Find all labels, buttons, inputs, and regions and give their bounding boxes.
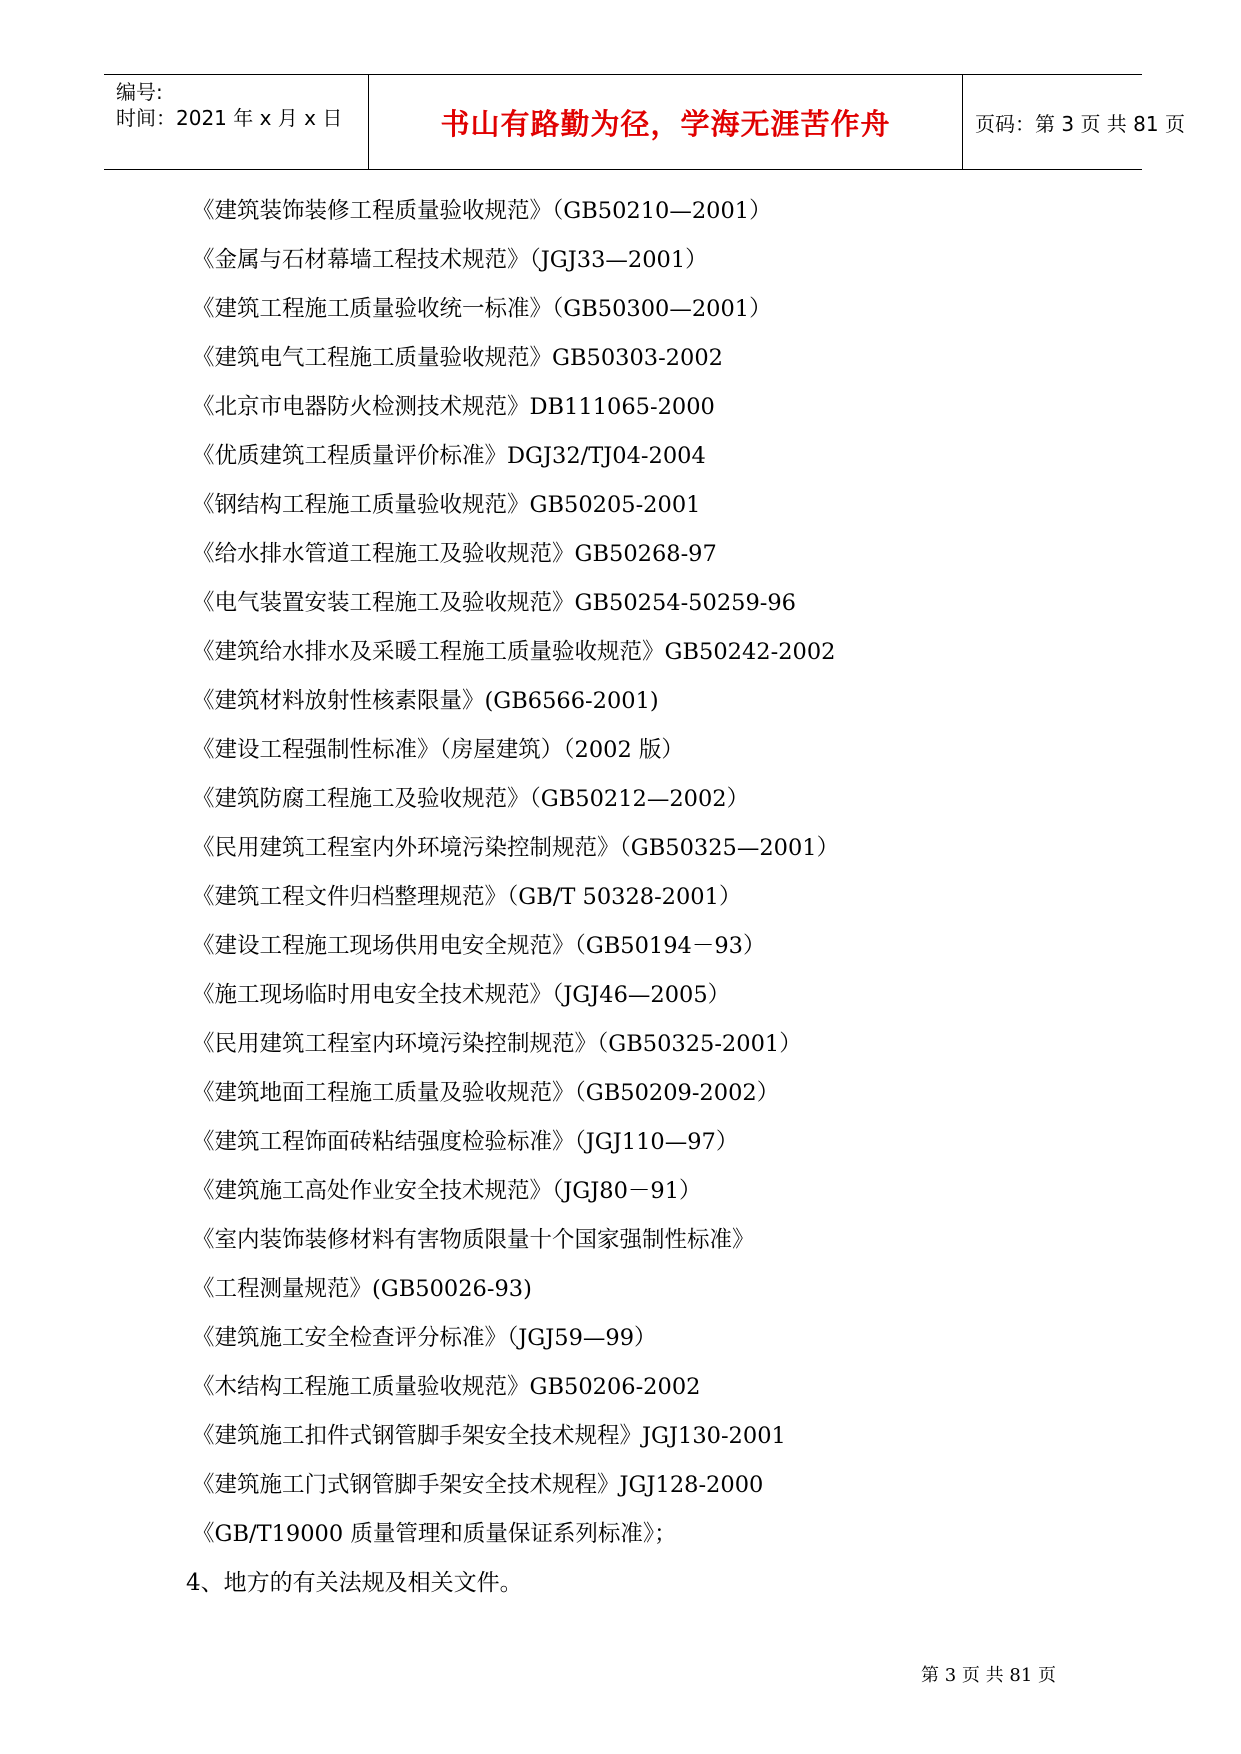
reference-item: 《建筑施工高处作业安全技术规范》（JGJ80－91） (192, 1178, 702, 1204)
reference-item: 《建筑工程饰面砖粘结强度检验标准》（JGJ110—97） (192, 1129, 739, 1155)
reference-item: 《建筑装饰装修工程质量验收规范》（GB50210—2001） (192, 198, 772, 224)
reference-item: 《建筑地面工程施工质量及验收规范》（GB50209-2002） (192, 1080, 780, 1106)
reference-item: 《金属与石材幕墙工程技术规范》（JGJ33—2001） (192, 247, 708, 273)
reference-item: 《建筑给水排水及采暖工程施工质量验收规范》GB50242-2002 (192, 639, 836, 665)
reference-item: 《建设工程施工现场供用电安全规范》（GB50194－93） (192, 933, 766, 959)
reference-item: 《建筑防腐工程施工及验收规范》（GB50212—2002） (192, 786, 750, 812)
page-footer: 第 3 页 共 81 页 (921, 1665, 1056, 1686)
reference-item: 《施工现场临时用电安全技术规范》（JGJ46—2005） (192, 982, 731, 1008)
reference-item: 《工程测量规范》(GB50026-93) (192, 1276, 532, 1302)
reference-item: 《民用建筑工程室内环境污染控制规范》（GB50325-2001） (192, 1031, 802, 1057)
reference-item: 《建筑材料放射性核素限量》(GB6566-2001) (192, 688, 659, 714)
header-motto-cell (369, 75, 963, 169)
reference-item: 《建筑施工安全检查评分标准》（JGJ59—99） (192, 1325, 657, 1351)
reference-item: 《建筑电气工程施工质量验收规范》GB50303-2002 (192, 345, 723, 371)
local-regulations-item: 4、地方的有关法规及相关文件。 (186, 1570, 523, 1596)
reference-item: 《给水排水管道工程施工及验收规范》GB50268-97 (192, 541, 717, 567)
reference-item: 《建筑工程文件归档整理规范》（GB/T 50328-2001） (192, 884, 742, 910)
motto-text: 书山有路勤为径，学海无涯苦作舟 (440, 106, 891, 141)
page-header (104, 74, 1185, 170)
reference-item: 《优质建筑工程质量评价标准》DGJ32/TJ04-2004 (192, 443, 706, 469)
reference-item: 《GB/T19000 质量管理和质量保证系列标准》； (192, 1521, 677, 1547)
reference-item: 《钢结构工程施工质量验收规范》GB50205-2001 (192, 492, 701, 518)
reference-item: 《民用建筑工程室内外环境污染控制规范》（GB50325—2001） (192, 835, 840, 861)
serial-number-label: 编号: (116, 80, 163, 104)
reference-item: 《室内装饰装修材料有害物质限量十个国家强制性标准》 (192, 1227, 755, 1253)
reference-item: 《电气装置安装工程施工及验收规范》GB50254-50259-96 (192, 590, 796, 616)
reference-item: 《建筑施工扣件式钢管脚手架安全技术规程》JGJ130-2001 (192, 1423, 786, 1449)
reference-item: 《建设工程强制性标准》（房屋建筑）（2002 版） (192, 737, 684, 763)
reference-item: 《木结构工程施工质量验收规范》GB50206-2002 (192, 1374, 701, 1400)
reference-item: 《建筑施工门式钢管脚手架安全技术规程》JGJ128-2000 (192, 1472, 764, 1498)
reference-item: 《建筑工程施工质量验收统一标准》（GB50300—2001） (192, 296, 772, 322)
header-page-info: 页码：第 3 页 共 81 页 (975, 111, 1185, 136)
reference-item: 《北京市电器防火检测技术规范》DB111065-2000 (192, 394, 715, 420)
date-label: 时间：2021 年 x 月 x 日 (116, 106, 343, 130)
header-meta (104, 75, 369, 169)
